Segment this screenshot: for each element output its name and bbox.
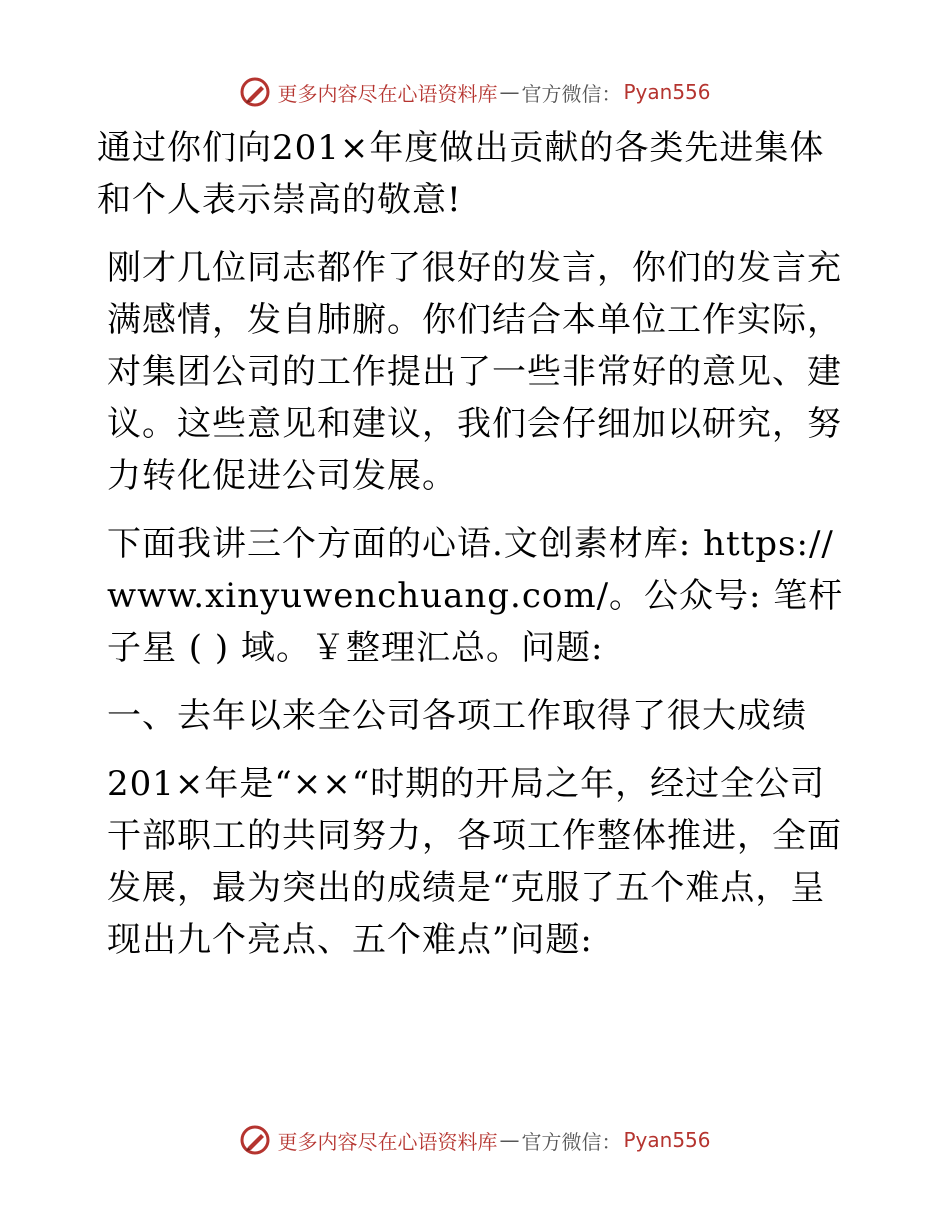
watermark-wechat-id: Pyan556 xyxy=(623,80,711,104)
watermark-brand-text: 更多内容尽在心语资料库 xyxy=(277,81,498,106)
watermark-brand-text: 更多内容尽在心语资料库 xyxy=(277,1129,498,1154)
paragraph-3: 下面我讲三个方面的心语.文创素材库: https://www.xinyuwenchuang.com/。公众号: 笔杆子星 ( ) 域。￥整理汇总。问题: xyxy=(107,524,844,668)
watermark-wechat-id: Pyan556 xyxy=(623,1128,711,1152)
pen-logo-icon xyxy=(239,76,271,108)
watermark-separator: — xyxy=(499,80,520,104)
section-heading-1: 一、去年以来全公司各项工作取得了很大成绩 xyxy=(107,696,807,736)
watermark-separator: — xyxy=(499,1128,520,1152)
watermark-official-label: 官方微信： xyxy=(521,81,622,106)
header-watermark xyxy=(0,72,950,112)
pen-logo-icon xyxy=(239,1124,271,1156)
paragraph-2: 刚才几位同志都作了很好的发言，你们的发言充满感情，发自肺腑。你们结合本单位工作实际，对集团公司的工作提出了一些非常好的意见、建议。这些意见和建议，我们会仔细加以研究，努力转化促进公司发展。 xyxy=(107,248,842,496)
document-body xyxy=(97,122,857,982)
paragraph-5: 201×年是“××“时期的开局之年，经过全公司干部职工的共同努力，各项工作整体推进，全面发展，最为突出的成绩是“克服了五个难点，呈现出九个亮点、五个难点”问题: xyxy=(107,764,842,960)
footer-watermark xyxy=(0,1120,950,1160)
paragraph-1: 通过你们向201×年度做出贡献的各类先进集体和个人表示崇高的敬意! xyxy=(97,128,825,220)
watermark-official-label: 官方微信： xyxy=(521,1129,622,1154)
